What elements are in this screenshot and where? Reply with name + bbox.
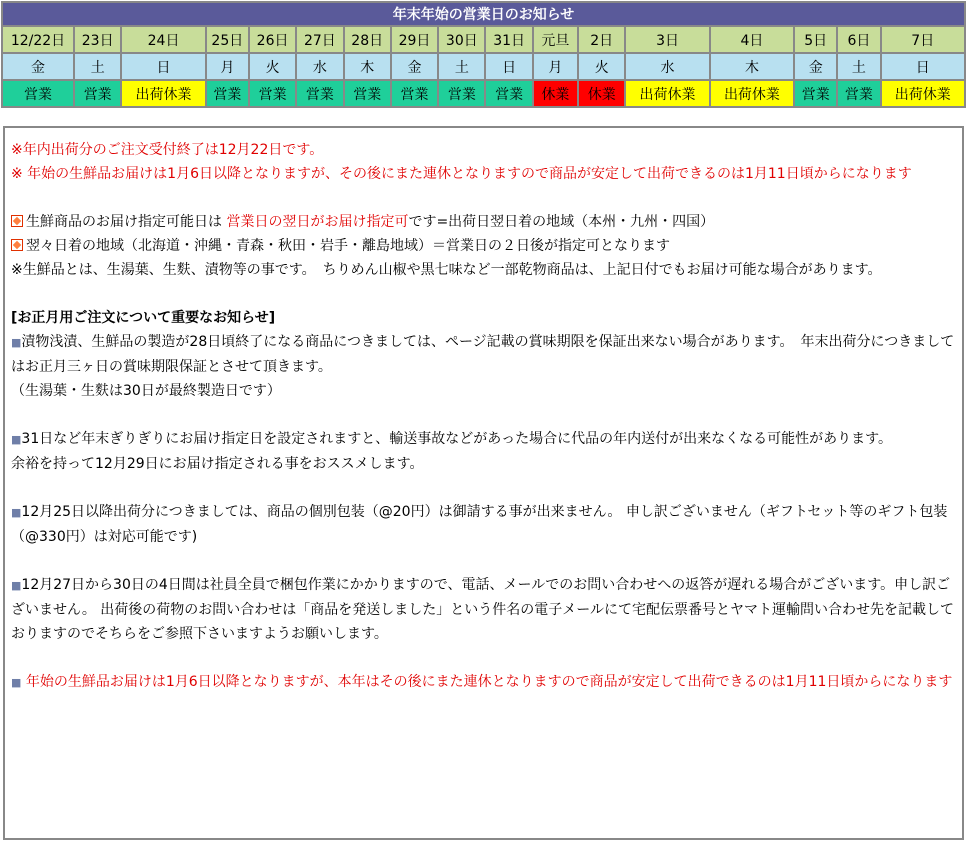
notice-item-3: ■12月25日以降出荷分につきましては、商品の個別包装（@20円）は御請する事が出来ません。 申し訳ございません（ギフトセット等のギフト包装（@330円）は対応可能です) bbox=[11, 504, 948, 545]
calendar-status-cell: 営業 bbox=[250, 81, 295, 106]
calendar-status-cell: 営業 bbox=[3, 81, 73, 106]
calendar-status-cell: 営業 bbox=[297, 81, 342, 106]
calendar-status-cell: 営業 bbox=[795, 81, 836, 106]
calendar-date-cell: 26日 bbox=[250, 27, 295, 52]
diamond-icon bbox=[11, 239, 23, 251]
notice-panel bbox=[3, 126, 964, 840]
calendar-weekday-cell: 金 bbox=[795, 54, 836, 79]
calendar-date-cell: 25日 bbox=[207, 27, 248, 52]
fresh-goods-definition: ※生鮮品とは、生湯葉、生麩、漬物等の事です。 ちりめん山椒や黒七味など一部乾物商品は、上記日付でもお届け可能な場合があります。 bbox=[11, 262, 882, 278]
notice-item-2: ■31日など年末ぎりぎりにお届け指定日を設定されますと、輸送事故などがあった場合に代品の年内送付が出来なくなる可能性があります。 bbox=[11, 431, 892, 447]
notice-item-4: ■12月27日から30日の4日間は社員全員で梱包作業にかかりますので、電話、メールでのお問い合わせへの返答が遅れる場合がございます。申し訳ございません。 出荷後の荷物のお問い合わせは「商品を発送しました」という件名の電子メールにて宅配伝票番号とヤマト運輸問い合わせ先を記載しておりますのでそちらをご参照下さいますようお願いします。 bbox=[11, 577, 955, 642]
calendar-date-cell: 30日 bbox=[439, 27, 484, 52]
calendar-date-cell: 31日 bbox=[486, 27, 531, 52]
calendar-title: 年末年始の営業日のお知らせ bbox=[3, 3, 964, 25]
calendar-weekday-cell: 月 bbox=[207, 54, 248, 79]
calendar-weekday-cell: 日 bbox=[486, 54, 531, 79]
calendar-date-cell: 23日 bbox=[75, 27, 120, 52]
bullet-square-icon: ■ bbox=[11, 676, 22, 689]
calendar-status-cell: 営業 bbox=[838, 81, 879, 106]
calendar-date-cell: 7日 bbox=[882, 27, 964, 52]
calendar-date-cell: 28日 bbox=[345, 27, 390, 52]
new-year-delivery-note: ※ 年始の生鮮品お届けは1月6日以降となりますが、その後にまた連休となりますので商品が安定して出荷できるのは1月11日頃からになります bbox=[11, 166, 912, 182]
calendar-date-cell: 6日 bbox=[838, 27, 879, 52]
calendar-status-cell: 営業 bbox=[75, 81, 120, 106]
calendar-weekday-cell: 木 bbox=[711, 54, 793, 79]
calendar-date-cell: 2日 bbox=[579, 27, 624, 52]
calendar-weekday-cell: 水 bbox=[297, 54, 342, 79]
calendar-weekday-cell: 火 bbox=[579, 54, 624, 79]
calendar-status-cell: 営業 bbox=[345, 81, 390, 106]
calendar-weekday-cell: 土 bbox=[439, 54, 484, 79]
calendar-status-cell: 出荷休業 bbox=[882, 81, 964, 106]
bullet-square-icon: ■ bbox=[11, 433, 22, 446]
calendar-weekday-cell: 火 bbox=[250, 54, 295, 79]
calendar-status-cell: 営業 bbox=[207, 81, 248, 106]
calendar-weekday-cell: 金 bbox=[3, 54, 73, 79]
calendar-weekday-cell: 日 bbox=[882, 54, 964, 79]
calendar-date-cell: 3日 bbox=[626, 27, 708, 52]
calendar-status-cell: 出荷休業 bbox=[711, 81, 793, 106]
calendar-date-cell: 12/22日 bbox=[3, 27, 73, 52]
notice-item-5: ■ 年始の生鮮品お届けは1月6日以降となりますが、本年はその後にまた連休となりますので商品が安定して出荷できるのは1月11日頃からになります bbox=[11, 674, 953, 690]
notice-item-1-sub: （生湯葉・生麩は30日が最終製造日です） bbox=[11, 383, 281, 399]
calendar-weekday-cell: 日 bbox=[122, 54, 204, 79]
important-notice-heading: [お正月用ご注文について重要なお知らせ] bbox=[11, 310, 276, 326]
calendar-weekday-cell: 土 bbox=[838, 54, 879, 79]
status-row bbox=[3, 81, 964, 106]
bullet-square-icon: ■ bbox=[11, 579, 22, 592]
calendar-status-cell: 出荷休業 bbox=[626, 81, 708, 106]
calendar-date-cell: 24日 bbox=[122, 27, 204, 52]
calendar-status-cell: 出荷休業 bbox=[122, 81, 204, 106]
calendar-weekday-cell: 水 bbox=[626, 54, 708, 79]
calendar-status-cell: 営業 bbox=[486, 81, 531, 106]
notice-item-2-sub: 余裕を持って12月29日にお届け指定される事をおススメします。 bbox=[11, 456, 424, 472]
calendar-date-cell: 5日 bbox=[795, 27, 836, 52]
notice-item-1: ■漬物浅漬、生鮮品の製造が28日頃終了になる商品につきましては、ページ記載の賞味期限を保証出来ない場合があります。 年末出荷分につきましてはお正月三ヶ日の賞味期限保証とさせて頂きます。 bbox=[11, 334, 955, 375]
weekday-row bbox=[3, 54, 964, 79]
bullet-square-icon: ■ bbox=[11, 336, 22, 349]
date-row bbox=[3, 27, 964, 52]
calendar-date-cell: 元旦 bbox=[534, 27, 577, 52]
remote-area-note: 翌々日着の地域（北海道・沖縄・青森・秋田・岩手・離島地域）＝営業日の２日後が指定可となります bbox=[11, 234, 956, 258]
calendar-status-cell: 営業 bbox=[392, 81, 437, 106]
calendar-weekday-cell: 土 bbox=[75, 54, 120, 79]
calendar-date-cell: 27日 bbox=[297, 27, 342, 52]
business-calendar-table bbox=[1, 1, 966, 108]
diamond-icon bbox=[11, 215, 23, 227]
delivery-date-note: 生鮮商品のお届け指定可能日は 営業日の翌日がお届け指定可です=出荷日翌日着の地域（本州・九州・四国） bbox=[11, 210, 956, 234]
order-deadline-note: ※年内出荷分のご注文受付終了は12月22日です。 bbox=[11, 142, 324, 158]
calendar-weekday-cell: 木 bbox=[345, 54, 390, 79]
bullet-square-icon: ■ bbox=[11, 506, 22, 519]
calendar-date-cell: 29日 bbox=[392, 27, 437, 52]
calendar-date-cell: 4日 bbox=[711, 27, 793, 52]
calendar-weekday-cell: 金 bbox=[392, 54, 437, 79]
calendar-status-cell: 休業 bbox=[534, 81, 577, 106]
calendar-status-cell: 営業 bbox=[439, 81, 484, 106]
calendar-weekday-cell: 月 bbox=[534, 54, 577, 79]
calendar-status-cell: 休業 bbox=[579, 81, 624, 106]
